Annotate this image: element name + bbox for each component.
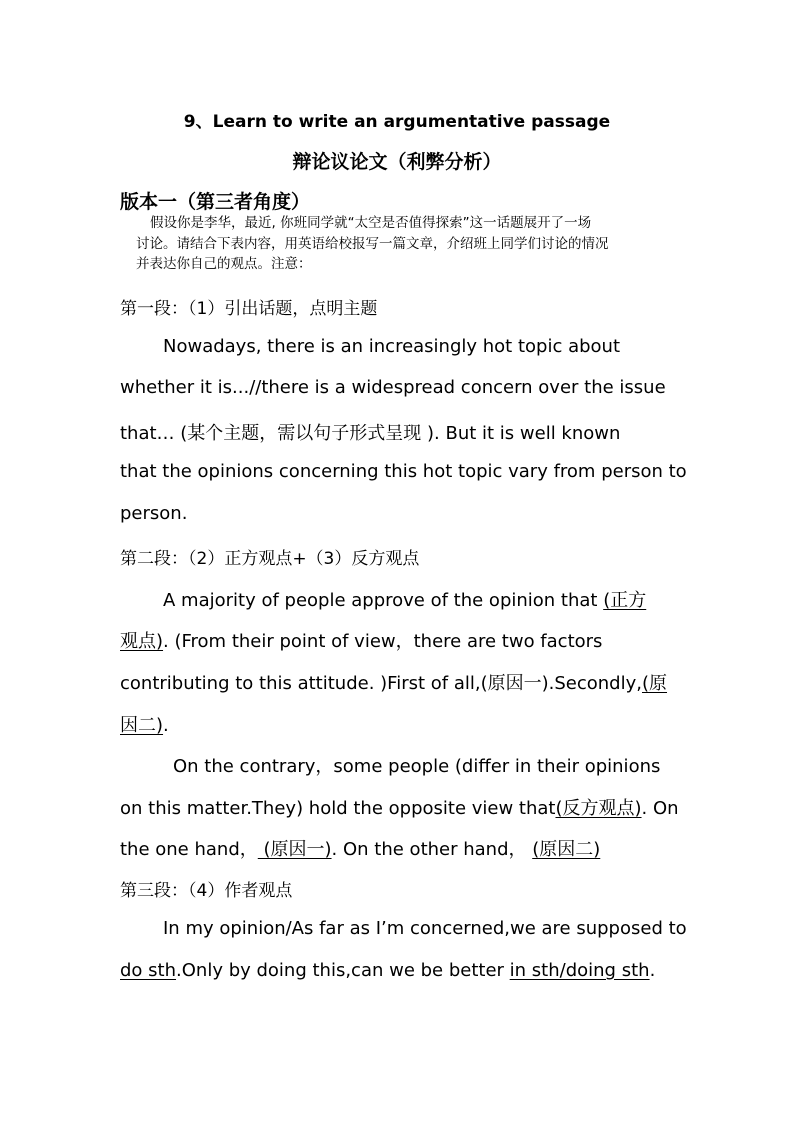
p2-line-7-text: the one hand， — [120, 839, 258, 860]
p3-blank-do-sth: do sth — [120, 960, 177, 981]
p1-line-2: whether it is...//there is a widespread concern over the issue — [120, 377, 666, 398]
p2-blank-pro-view: (正方 — [603, 590, 647, 611]
p2-line-1-text: A majority of people approve of the opinion that — [163, 590, 604, 611]
writing-prompt — [136, 213, 682, 275]
p3-line-1: In my opinion/As far as I’m concerned,we are supposed to — [163, 918, 687, 939]
p2-blank-reason-2-cont: 因二) — [120, 715, 164, 736]
doc-title: 9、Learn to write an argumentative passage — [183, 112, 611, 132]
p1-line-5: person. — [120, 503, 188, 524]
p2-blank-pro-view-cont: 观点) — [120, 631, 164, 652]
prompt-line-3: 并表达你自己的观点。注意： — [136, 256, 312, 272]
p2-blank-reason-2: (原 — [641, 673, 668, 694]
section-2-heading: 第二段：（2）正方观点+（3）反方观点 — [120, 549, 420, 569]
p2-line-7-mid: . On the other hand， — [331, 839, 533, 860]
p3-line-2-text: .Only by doing this,can we be better — [176, 960, 510, 981]
prompt-line-1: 假设你是李华，最近, 你班同学就“太空是否值得探索”这一话题展开了一场 — [150, 215, 592, 231]
p2-line-7 — [120, 835, 600, 861]
doc-subtitle: 辩论议论文（利弊分析） — [292, 151, 502, 173]
p3-line-2-end: . — [649, 960, 656, 981]
p2-line-3 — [120, 669, 667, 695]
p1-line-4: that the opinions concerning this hot topic vary from person to — [120, 461, 687, 482]
p2-line-4-text: . — [163, 715, 169, 736]
section-1-heading: 第一段：（1）引出话题，点明主题 — [120, 299, 378, 319]
p1-line-3: that… (某个主题，需以句子形式呈现 ). But it is well known — [120, 423, 621, 444]
section-3-heading: 第三段：（4）作者观点 — [120, 881, 293, 901]
p2-line-4 — [120, 711, 169, 737]
prompt-line-2: 讨论。请结合下表内容，用英语给校报写一篇文章，介绍班上同学们讨论的情况 — [136, 235, 609, 252]
p2-blank-con-view: (反方观点) — [555, 798, 642, 819]
p2-line-6-end: . On — [641, 798, 679, 819]
p2-blank-reason-a: (原因一) — [257, 839, 332, 860]
p3-line-2 — [120, 960, 655, 981]
p2-line-1 — [163, 586, 646, 612]
p2-line-6-text: on this matter.They) hold the opposite view that — [120, 798, 556, 819]
p2-line-3-text: contributing to this attitude. )First of all,(原因一).Secondly, — [120, 673, 642, 694]
p2-line-2 — [120, 627, 602, 653]
p2-line-6 — [120, 794, 679, 820]
p3-blank-in-sth: in sth/doing sth — [509, 960, 650, 981]
p2-line-5: On the contrary，some people (differ in their opinions — [173, 756, 661, 777]
version-heading: 版本一（第三者角度） — [120, 191, 311, 213]
p2-blank-reason-b: (原因二) — [532, 839, 601, 860]
p1-line-1: Nowadays, there is an increasingly hot topic about — [163, 336, 621, 357]
p2-line-2-text: . (From their point of view，there are two factors — [163, 631, 603, 652]
